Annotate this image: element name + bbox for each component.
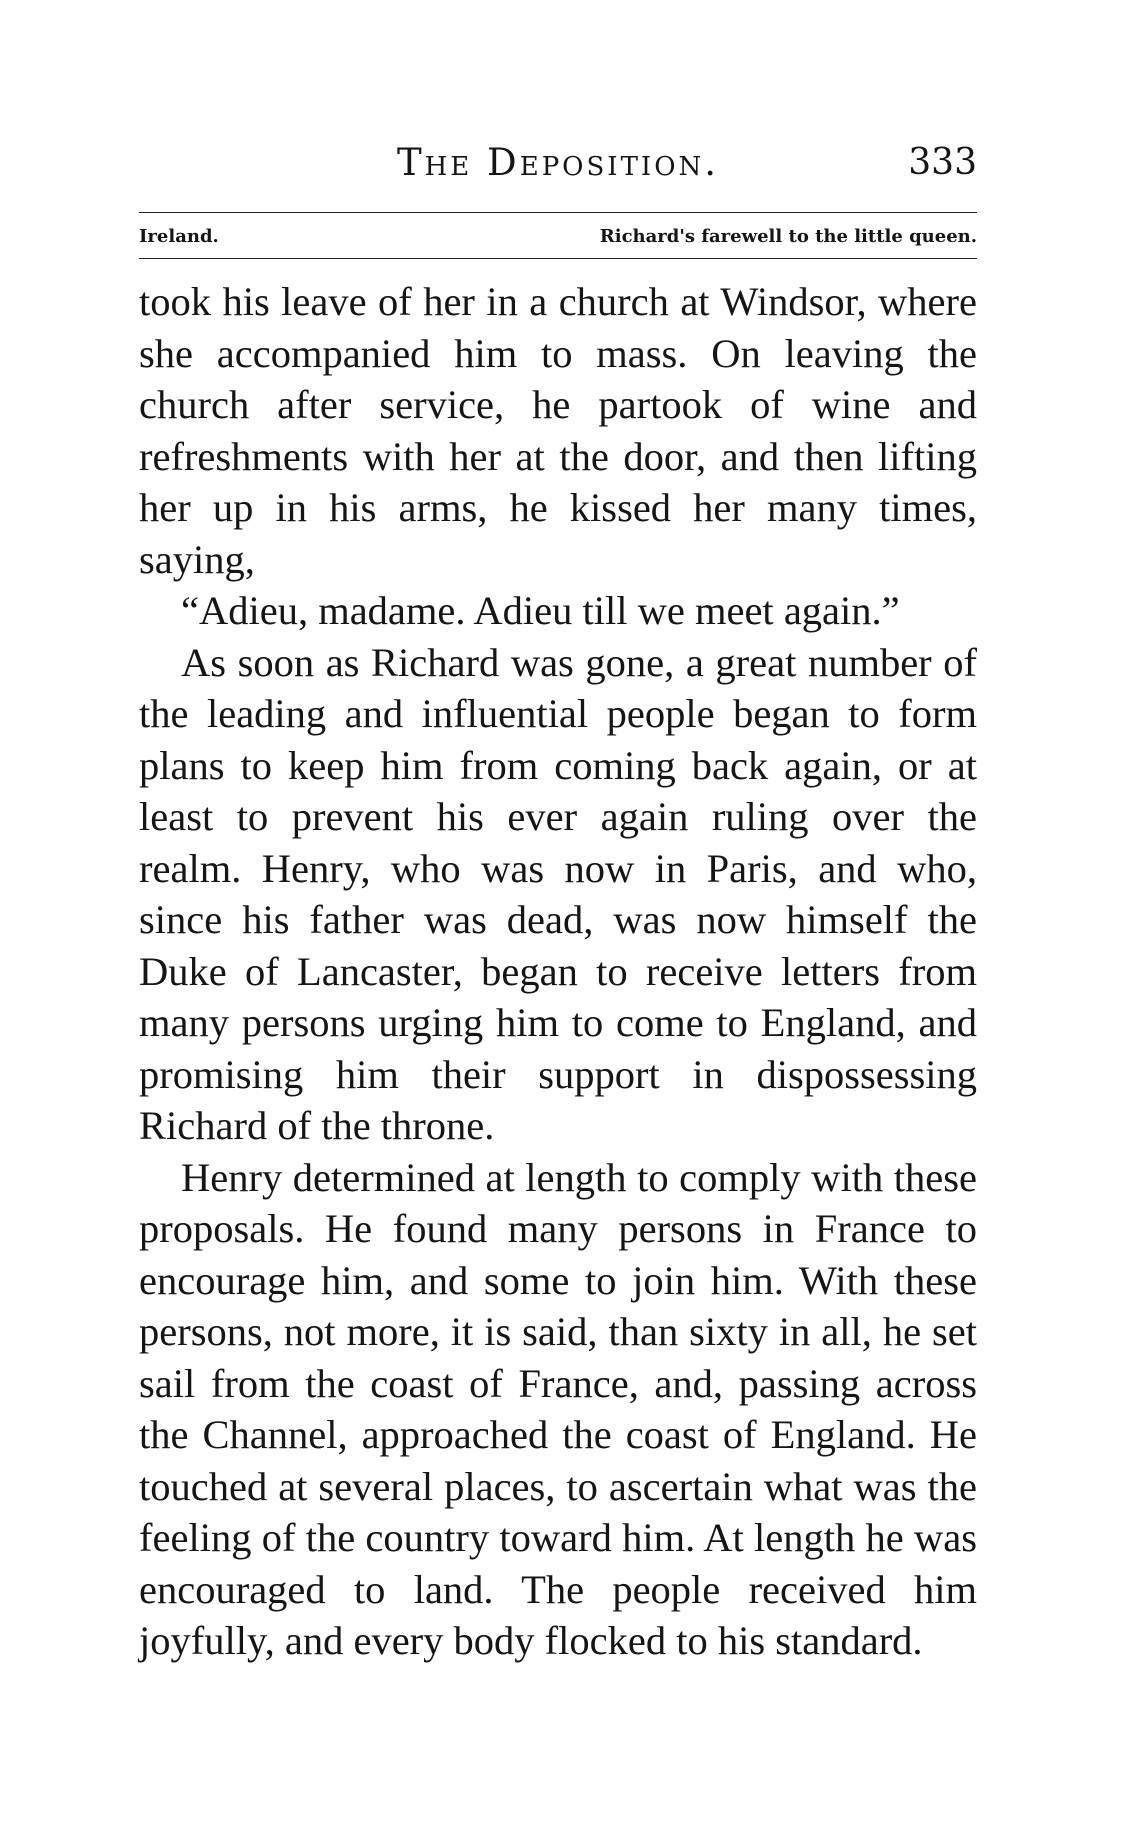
chapter-title: The Deposition. [396,141,720,184]
page-number: 333 [908,142,977,183]
paragraph: Henry determined at length to comply with these proposals. He found many persons in France to encourage him, and some to join him. With these persons, not more, it is said, than sixty in all, he set sail from the coast of France, and, passing across the Channel, approached the coast of England. He touched at several places, to ascertain what was the feeling of the country toward him. At length he was encouraged to land. The people received him joyfully, and every body flocked to his standard. [139,1154,977,1663]
sidenote-right: Richard's farewell to the little queen. [599,226,977,247]
body-text [139,276,977,1667]
side-notes [139,222,977,252]
header-rule-bottom [139,258,977,259]
paragraph-continued: took his leave of her in a church at Windsor, where she accompanied him to mass. On leaving the church after service, he partook of wine and refreshments with her at the door, and then lifting her up in his arms, he kissed her many times, saying, [139,279,977,582]
sidenote-left: Ireland. [139,226,219,247]
header-rule-top [139,212,977,213]
paragraph-quote: “Adieu, madame. Adieu till we meet again.” [181,588,900,633]
paragraph: As soon as Richard was gone, a great number of the leading and influential people began to form plans to keep him from coming back again, or at least to prevent his ever again ruling over the realm. Henry, who was now in Paris, and who, since his father was dead, was now himself the Duke of Lancaster, began to receive letters from many persons urging him to come to England, and promising him their support in dispossessing Richard of the throne. [139,639,977,1148]
running-head [139,140,977,190]
